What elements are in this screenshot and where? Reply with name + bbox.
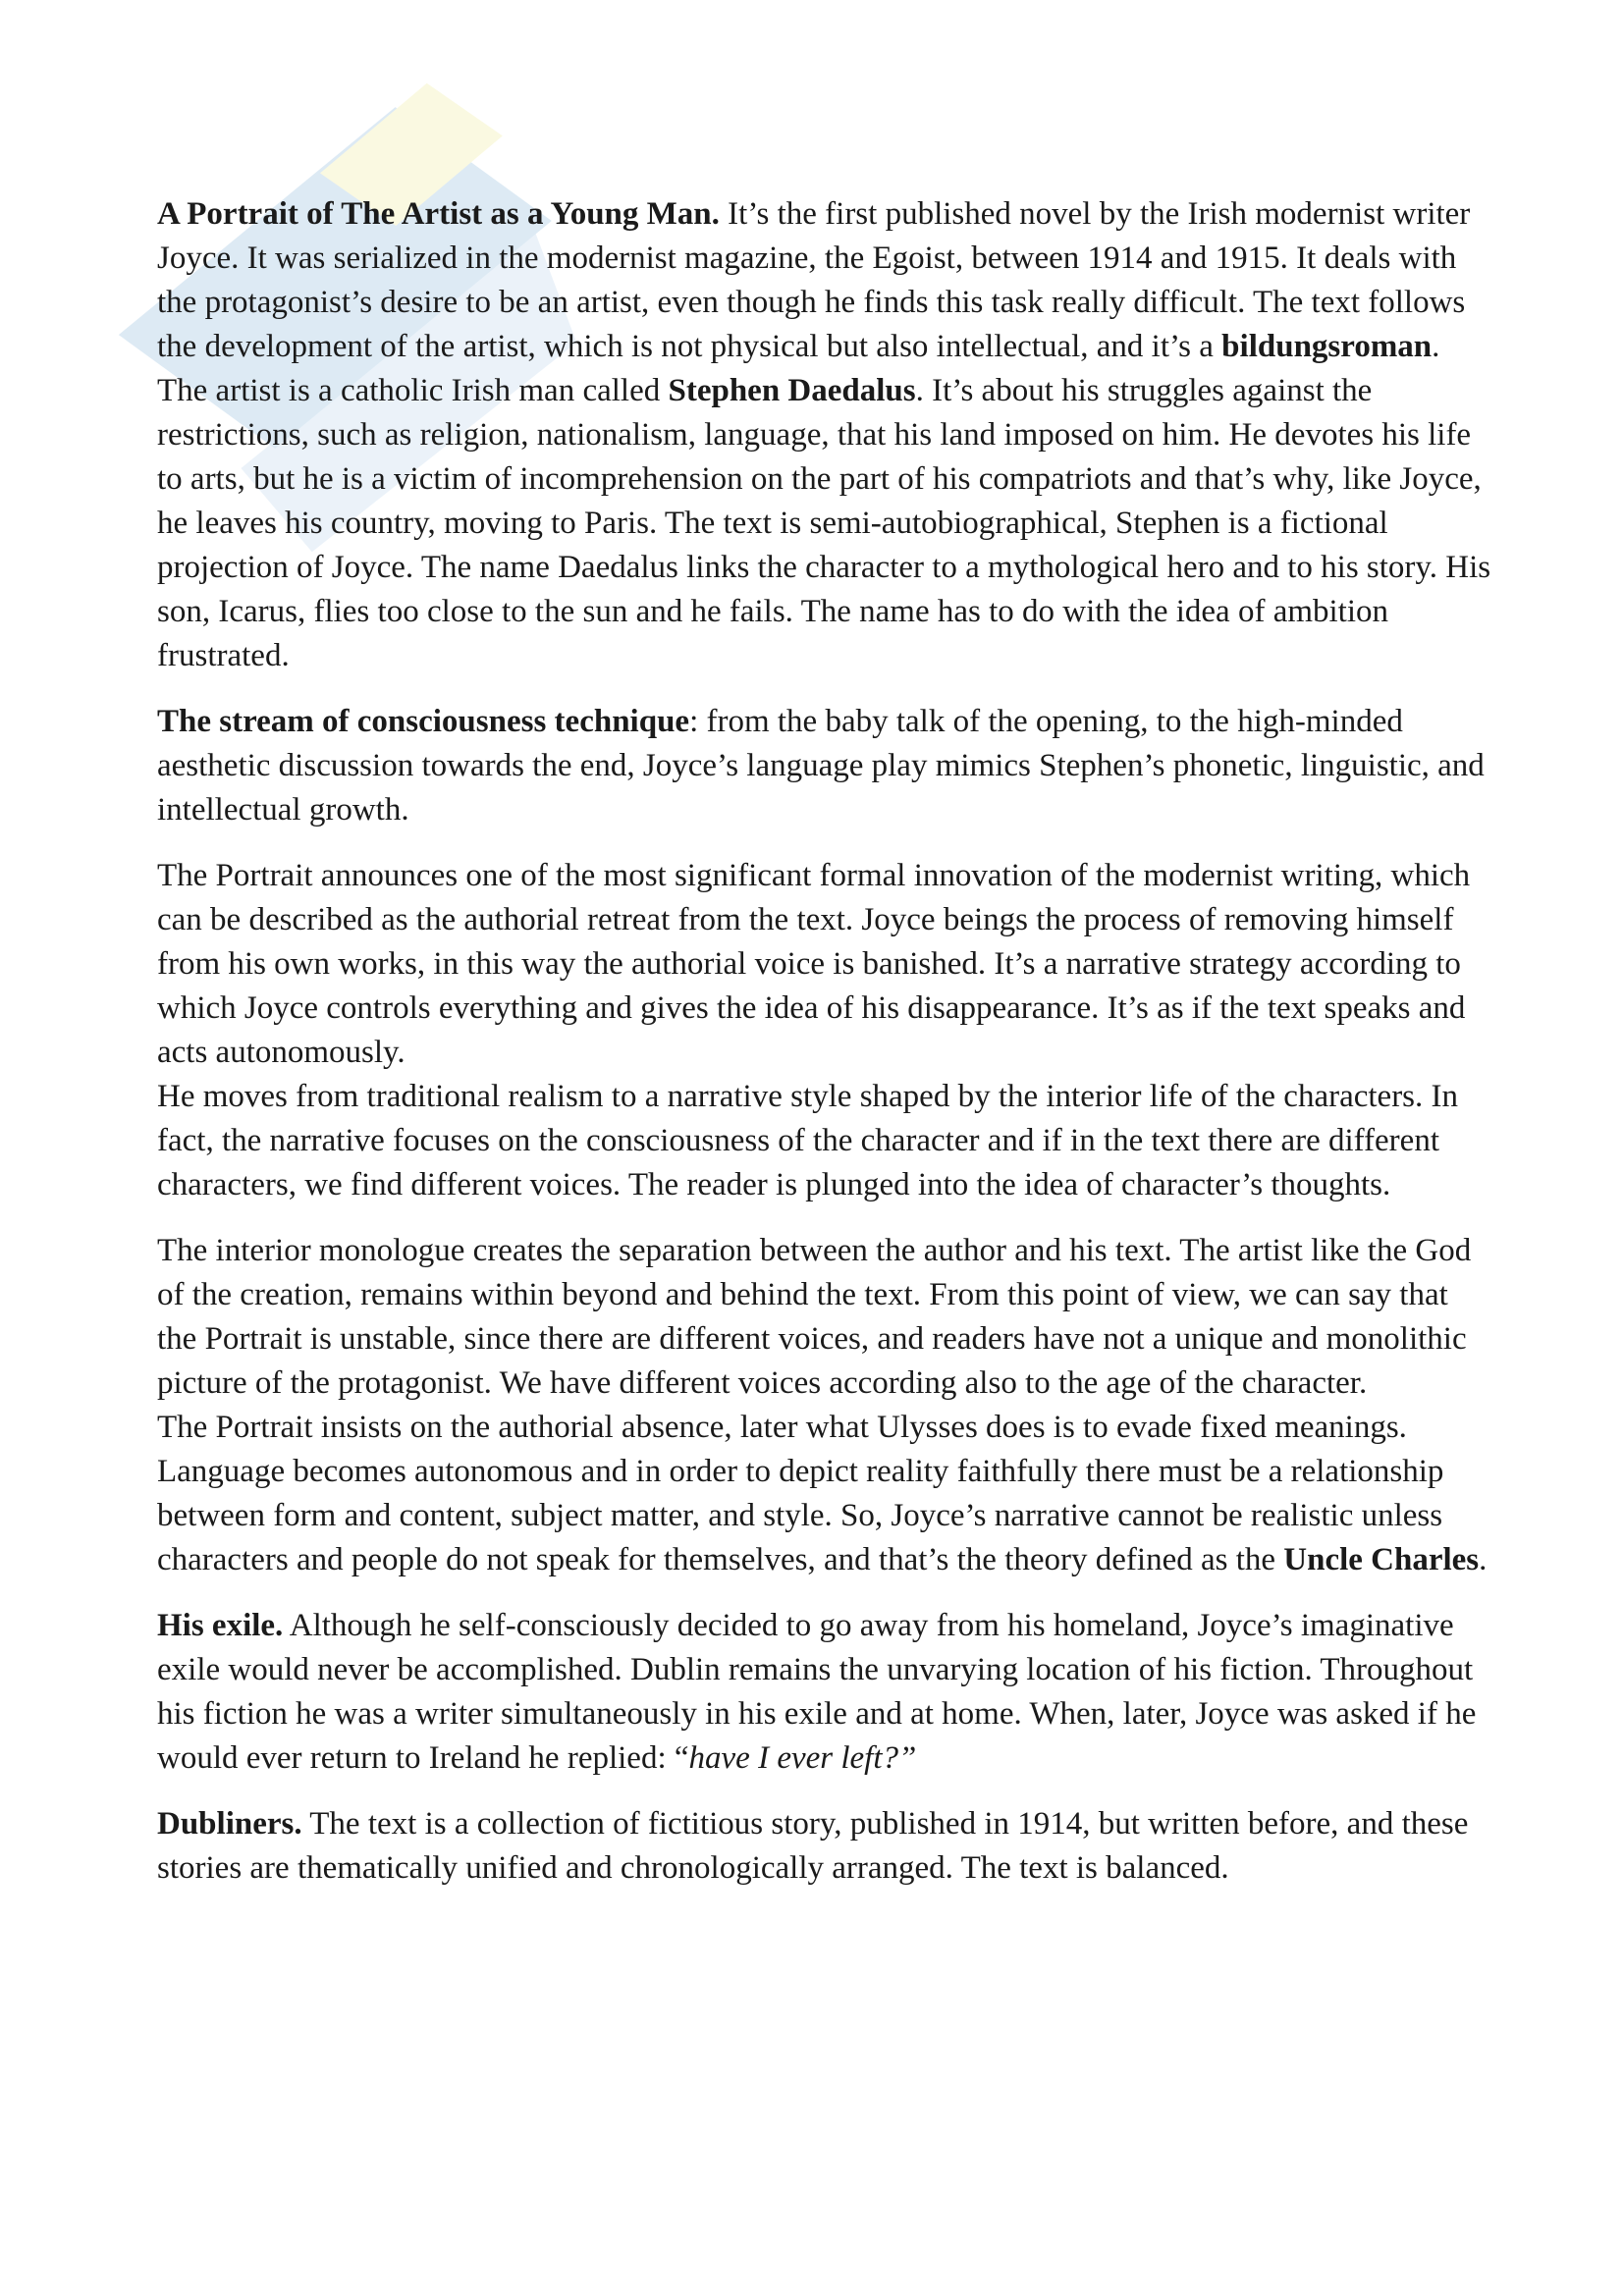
text-run: : from the baby talk of the opening, to the high-minded aesthetic discussion towards the end, Joyce’s language play mimics Stephen’s phonetic, linguistic, and intellectual growth. xyxy=(157,704,1485,828)
paragraph xyxy=(157,700,1492,832)
paragraph xyxy=(157,854,1492,1075)
text-run: It’s the first published novel by the Irish modernist writer Joyce. It was serialized in the modernist magazine, the Egoist, between 1914 and 1915. It deals with the protagonist’s desire to be an artist, even though he finds this task really difficult. The text follows the development of the artist, which is not physical but also intellectual, and it’s a xyxy=(157,196,1471,364)
text-run: . It’s about his struggles against the restrictions, such as religion, nationalism, language, that his land imposed on him. He devotes his life to arts, but he is a victim of incomprehension on the part of his compatriots and that’s why, like Joyce, he leaves his country, moving to Paris. The text is semi-autobiographical, Stephen is a fictional projection of Joyce. The name Daedalus links the character to a mythological hero and to his story. His son, Icarus, flies too close to the sun and he fails. The name has to do with the idea of ambition frustrated. xyxy=(157,373,1491,673)
text-run: The interior monologue creates the separation between the author and his text. The artist like the God of the creation, remains within beyond and behind the text. From this point of view, we can say that the Portrait is unstable, since there are different voices, and readers have not a unique and monolithic picture of the protagonist. We have different voices according also to the age of the character. xyxy=(157,1233,1472,1401)
text-run: . The artist is a catholic Irish man called xyxy=(157,329,1440,408)
paragraph xyxy=(157,1406,1492,1582)
paragraph xyxy=(157,1229,1492,1406)
text-run: Although he self-consciously decided to go away from his homeland, Joyce’s imaginative exile would never be accomplished. Dublin remains the unvarying location of his fiction. Throughout his fiction he was a writer simultaneously in his exile and at home. When, later, Joyce was asked if he would ever return to Ireland he replied: “ xyxy=(157,1608,1477,1776)
paragraph xyxy=(157,192,1492,678)
text-run: The Portrait insists on the authorial absence, later what Ulysses does is to evade fixed meanings. Language becomes autonomous and in order to depict reality faithfully there must be a relationship between form and content, subject matter, and style. So, Joyce’s narrative cannot be realistic unless characters and people do not speak for themselves, and that’s the theory defined as the xyxy=(157,1410,1444,1577)
paragraph xyxy=(157,1604,1492,1781)
bold-text: Dubliners. xyxy=(157,1806,302,1842)
bold-text: Stephen Daedalus xyxy=(668,373,916,408)
document-page xyxy=(157,192,1492,1912)
bold-text: Uncle Charles xyxy=(1283,1542,1480,1577)
text-run: The text is a collection of fictitious story, published in 1914, but written before, and these stories are thematically unified and chronologically arranged. The text is balanced. xyxy=(157,1806,1469,1886)
bold-text: His exile. xyxy=(157,1608,284,1643)
italic-text: have I ever left?” xyxy=(688,1740,917,1776)
bold-text: A Portrait of The Artist as a Young Man. xyxy=(157,196,720,232)
text-run: . xyxy=(1479,1542,1488,1577)
paragraph xyxy=(157,1802,1492,1891)
bold-text: bildungsroman xyxy=(1221,329,1433,364)
paragraph xyxy=(157,1075,1492,1207)
text-run: He moves from traditional realism to a narrative style shaped by the interior life of the characters. In fact, the narrative focuses on the consciousness of the character and if in the text there are different characters, we find different voices. The reader is plunged into the idea of character’s thoughts. xyxy=(157,1079,1459,1202)
text-run: The Portrait announces one of the most significant formal innovation of the modernist writing, which can be described as the authorial retreat from the text. Joyce beings the process of removing himself from his own works, in this way the authorial voice is banished. It’s a narrative strategy according to which Joyce controls everything and gives the idea of his disappearance. It’s as if the text speaks and acts autonomously. xyxy=(157,858,1471,1070)
bold-text: The stream of consciousness technique xyxy=(157,704,690,739)
